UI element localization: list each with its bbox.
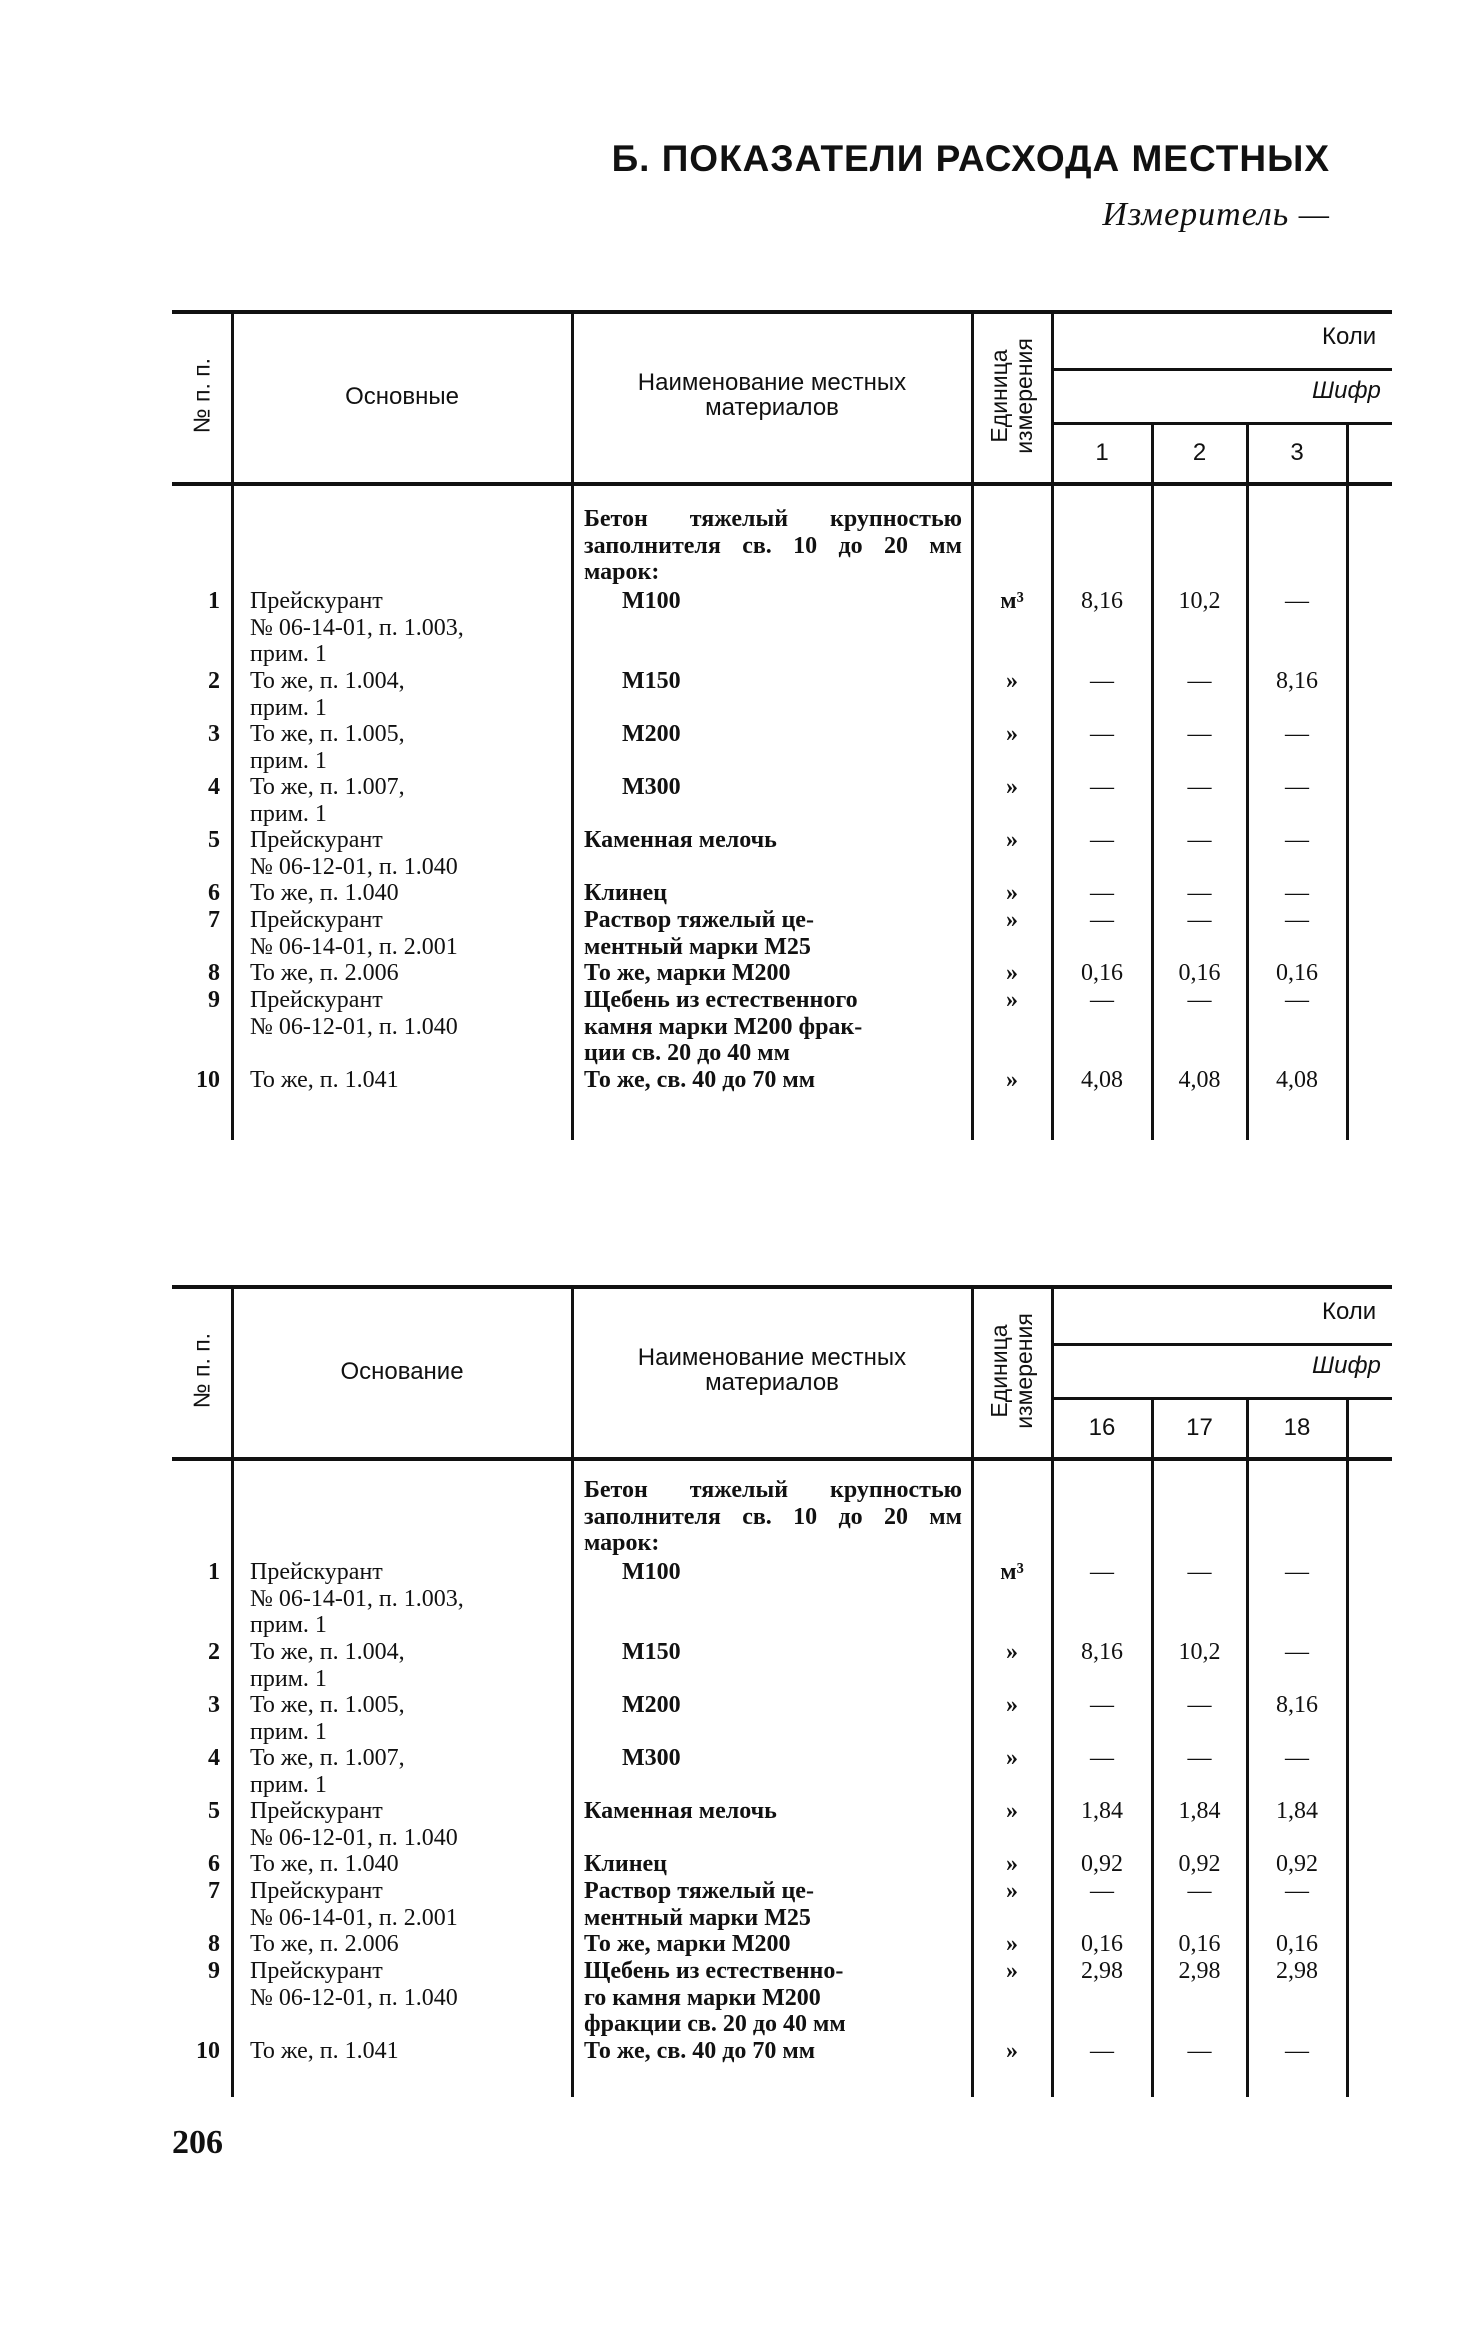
- row-unit: »: [1006, 987, 1018, 1013]
- row-value: 2,98: [1081, 1958, 1123, 1984]
- row-material: Раствор тяжелый це-: [584, 1878, 814, 1904]
- row-material: То же, св. 40 до 70 мм: [584, 1067, 816, 1093]
- row-number: 6: [208, 880, 220, 906]
- row-unit: »: [1006, 1958, 1018, 1984]
- row-basis: То же, п. 1.007,: [250, 1745, 405, 1771]
- header-code-2: 17: [1186, 1414, 1213, 1441]
- row-unit: »: [1006, 1745, 1018, 1771]
- row-value: 1,84: [1081, 1798, 1123, 1824]
- header-number: № п. п.: [188, 1332, 215, 1409]
- row-unit: м³: [1000, 588, 1024, 614]
- row-basis: То же, п. 1.004,: [250, 668, 405, 694]
- row-basis: прим. 1: [250, 1612, 327, 1638]
- row-value: 1,84: [1178, 1798, 1221, 1824]
- materials-table-2: [172, 1285, 1392, 2097]
- row-basis: № 06-14-01, п. 1.003,: [250, 614, 464, 641]
- column-rule: [571, 1285, 574, 2097]
- row-basis: Прейскурант: [250, 987, 383, 1013]
- row-value: 8,16: [1081, 588, 1123, 614]
- row-value: —: [1090, 827, 1114, 853]
- header-code-3: 3: [1290, 439, 1304, 466]
- row-value: —: [1090, 987, 1114, 1013]
- header-basis: Основные: [345, 383, 459, 410]
- row-value: 4,08: [1081, 1067, 1123, 1093]
- row-material: Каменная мелочь: [584, 827, 777, 853]
- row-basis: Прейскурант: [250, 1559, 383, 1585]
- row-basis: То же, п. 1.041: [250, 1067, 399, 1093]
- header-quantity: Коли: [1322, 323, 1377, 350]
- header-basis: Основание: [340, 1358, 464, 1385]
- qty-header-rule: [1052, 368, 1392, 371]
- row-material: Щебень из естественного: [584, 987, 858, 1013]
- row-basis: № 06-14-01, п. 2.001: [250, 933, 458, 960]
- row-value: 0,16: [1081, 1931, 1123, 1957]
- row-value: —: [1187, 774, 1212, 800]
- header-code-1: 16: [1088, 1414, 1116, 1441]
- row-material: ментный марки М25: [584, 1904, 811, 1931]
- row-value: —: [1090, 1559, 1114, 1585]
- header-quantity: Коли: [1322, 1298, 1377, 1325]
- row-value: 0,16: [1276, 1931, 1318, 1957]
- row-material: М100: [622, 588, 681, 614]
- row-basis: № 06-12-01, п. 1.040: [250, 1824, 458, 1851]
- row-material: М300: [622, 1745, 681, 1771]
- row-value: —: [1187, 907, 1212, 933]
- row-unit: »: [1006, 721, 1018, 747]
- row-number: 10: [196, 1067, 220, 1093]
- row-basis: То же, п. 1.007,: [250, 774, 405, 800]
- header-code-2: 2: [1192, 439, 1207, 466]
- row-basis: То же, п. 1.040: [250, 880, 399, 906]
- row-value: —: [1090, 668, 1114, 694]
- row-value: 1,84: [1276, 1798, 1318, 1824]
- row-basis: Прейскурант: [250, 588, 383, 614]
- row-value: —: [1187, 721, 1212, 747]
- row-value: —: [1285, 987, 1309, 1013]
- row-basis: То же, п. 1.041: [250, 2038, 399, 2064]
- page-heading: Б. ПОКАЗАТЕЛИ РАСХОДА МЕСТНЫХ: [611, 138, 1330, 179]
- row-basis: То же, п. 2.006: [250, 960, 399, 986]
- row-unit: »: [1006, 1931, 1018, 1957]
- row-value: —: [1187, 987, 1212, 1013]
- row-value: —: [1187, 668, 1212, 694]
- row-unit: »: [1006, 827, 1018, 853]
- row-material: Щебень из естественно-: [584, 1958, 844, 1984]
- row-value: —: [1090, 1745, 1114, 1771]
- row-basis: № 06-12-01, п. 1.040: [250, 1984, 458, 2011]
- row-material: М200: [622, 721, 681, 747]
- row-unit: »: [1006, 1878, 1018, 1904]
- row-value: 2,98: [1276, 1958, 1318, 1984]
- row-basis: № 06-12-01, п. 1.040: [250, 1013, 458, 1040]
- row-number: 5: [208, 827, 220, 853]
- row-value: 10,2: [1178, 1639, 1221, 1665]
- code-header-rule: [1052, 1397, 1392, 1400]
- row-value: —: [1187, 827, 1212, 853]
- row-unit: м³: [1000, 1559, 1024, 1585]
- row-unit: »: [1006, 1639, 1018, 1665]
- header-unit: Единица измерения: [986, 338, 1037, 454]
- row-number: 8: [208, 960, 220, 986]
- row-basis: То же, п. 1.004,: [250, 1639, 405, 1665]
- row-value: —: [1285, 588, 1309, 614]
- row-basis: прим. 1: [250, 1665, 327, 1692]
- row-material: То же, св. 40 до 70 мм: [584, 2038, 816, 2064]
- header-code: Шифр: [1312, 377, 1381, 404]
- row-value: —: [1187, 1692, 1212, 1718]
- row-basis: № 06-14-01, п. 2.001: [250, 1904, 458, 1931]
- row-value: —: [1187, 2038, 1212, 2064]
- page-number: 206: [172, 2124, 223, 2161]
- row-material: го камня марки М200: [584, 1984, 821, 2011]
- row-number: 7: [208, 907, 220, 933]
- table-top-rule: [172, 310, 1392, 314]
- row-value: —: [1090, 880, 1114, 906]
- row-value: 0,16: [1178, 1931, 1221, 1957]
- header-material: Наименование местных материалов: [637, 369, 907, 421]
- row-material: М100: [622, 1559, 681, 1585]
- row-unit: »: [1006, 1067, 1018, 1093]
- row-value: —: [1090, 2038, 1114, 2064]
- row-number: 9: [208, 1958, 220, 1984]
- row-material: М300: [622, 774, 681, 800]
- row-number: 2: [208, 1639, 220, 1665]
- row-material: Клинец: [584, 880, 668, 906]
- table-top-rule: [172, 1285, 1392, 1289]
- row-basis: Прейскурант: [250, 1798, 383, 1824]
- row-value: —: [1285, 1878, 1309, 1904]
- row-number: 6: [208, 1851, 220, 1877]
- header-code-3: 18: [1283, 1414, 1311, 1441]
- row-value: —: [1090, 1878, 1114, 1904]
- row-basis: прим. 1: [250, 1771, 327, 1798]
- row-number: 10: [196, 2038, 220, 2064]
- row-number: 1: [208, 1559, 220, 1585]
- row-value: —: [1090, 1692, 1114, 1718]
- row-number: 4: [208, 1745, 220, 1771]
- row-material: ции св. 20 до 40 мм: [584, 1040, 790, 1066]
- material-group-intro: Бетон тяжелый крупностью заполнителя св. 10 до 20 мм марок:: [584, 506, 962, 585]
- row-basis: № 06-12-01, п. 1.040: [250, 853, 458, 880]
- row-value: 0,92: [1276, 1851, 1318, 1877]
- row-basis: прим. 1: [250, 641, 327, 667]
- row-number: 7: [208, 1878, 220, 1904]
- column-rule: [571, 310, 574, 1140]
- column-rule: [231, 310, 234, 1140]
- row-material: То же, марки М200: [584, 960, 791, 986]
- row-value: —: [1285, 774, 1309, 800]
- row-basis: прим. 1: [250, 1718, 327, 1745]
- header-bottom-rule: [172, 1457, 1392, 1461]
- material-group-intro: Бетон тяжелый крупностью заполнителя св. 10 до 20 мм марок:: [584, 1477, 962, 1556]
- row-basis: То же, п. 1.005,: [250, 1692, 405, 1718]
- header-bottom-rule: [172, 482, 1392, 486]
- row-basis: То же, п. 2.006: [250, 1931, 399, 1957]
- row-value: —: [1285, 1559, 1309, 1585]
- row-unit: »: [1006, 960, 1018, 986]
- row-value: 0,16: [1276, 960, 1318, 986]
- row-number: 9: [208, 987, 220, 1013]
- row-value: 10,2: [1178, 588, 1221, 614]
- header-material: Наименование местных материалов: [637, 1344, 907, 1396]
- row-value: 0,16: [1081, 960, 1123, 986]
- row-basis: Прейскурант: [250, 1878, 383, 1904]
- row-material: Раствор тяжелый це-: [584, 907, 814, 933]
- row-value: 4,08: [1276, 1067, 1318, 1093]
- row-value: —: [1285, 2038, 1309, 2064]
- row-unit: »: [1006, 880, 1018, 906]
- row-number: 1: [208, 588, 220, 614]
- row-value: 2,98: [1178, 1958, 1221, 1984]
- row-material: М150: [622, 1639, 681, 1665]
- row-basis: прим. 1: [250, 800, 327, 827]
- row-unit: »: [1006, 1851, 1018, 1877]
- qty-header-rule: [1052, 1343, 1392, 1346]
- column-rule: [231, 1285, 234, 2097]
- row-number: 4: [208, 774, 220, 800]
- row-basis: Прейскурант: [250, 1958, 383, 1984]
- header-unit: Единица измерения: [986, 1313, 1037, 1429]
- header-code-1: 1: [1095, 439, 1109, 466]
- row-material: ментный марки М25: [584, 933, 811, 960]
- row-value: 0,92: [1178, 1851, 1221, 1877]
- row-value: —: [1285, 880, 1309, 906]
- row-value: —: [1285, 1639, 1309, 1665]
- row-unit: »: [1006, 774, 1018, 800]
- row-basis: То же, п. 1.040: [250, 1851, 399, 1877]
- row-unit: »: [1006, 907, 1018, 933]
- row-material: Клинец: [584, 1851, 668, 1877]
- row-basis: № 06-14-01, п. 1.003,: [250, 1585, 464, 1612]
- row-value: 8,16: [1276, 668, 1318, 694]
- row-value: —: [1090, 774, 1114, 800]
- row-value: —: [1090, 907, 1114, 933]
- page-subheading: Измеритель —: [1102, 196, 1330, 233]
- row-number: 3: [208, 1692, 220, 1718]
- row-basis: прим. 1: [250, 747, 327, 774]
- row-material: М150: [622, 668, 681, 694]
- row-value: 0,92: [1081, 1851, 1123, 1877]
- row-value: 8,16: [1081, 1639, 1123, 1665]
- row-number: 8: [208, 1931, 220, 1957]
- row-unit: »: [1006, 1692, 1018, 1718]
- row-number: 5: [208, 1798, 220, 1824]
- row-basis: прим. 1: [250, 694, 327, 721]
- row-value: —: [1285, 907, 1309, 933]
- row-basis: То же, п. 1.005,: [250, 721, 405, 747]
- row-value: —: [1187, 1878, 1212, 1904]
- header-number: № п. п.: [188, 357, 215, 434]
- row-value: —: [1090, 721, 1114, 747]
- row-unit: »: [1006, 1798, 1018, 1824]
- row-material: То же, марки М200: [584, 1931, 791, 1957]
- row-value: 8,16: [1276, 1692, 1318, 1718]
- header-code: Шифр: [1312, 1352, 1381, 1379]
- row-material: Каменная мелочь: [584, 1798, 777, 1824]
- row-value: —: [1187, 1559, 1212, 1585]
- row-material: М200: [622, 1692, 681, 1718]
- row-value: —: [1285, 827, 1309, 853]
- row-value: —: [1187, 880, 1212, 906]
- row-value: 4,08: [1178, 1067, 1221, 1093]
- materials-table-1: [172, 310, 1392, 1140]
- row-material: фракции св. 20 до 40 мм: [584, 2011, 846, 2037]
- row-number: 3: [208, 721, 220, 747]
- row-material: камня марки М200 фрак-: [584, 1013, 863, 1040]
- row-basis: Прейскурант: [250, 907, 383, 933]
- row-value: —: [1285, 721, 1309, 747]
- row-number: 2: [208, 668, 220, 694]
- row-value: 0,16: [1178, 960, 1221, 986]
- row-value: —: [1285, 1745, 1309, 1771]
- row-unit: »: [1006, 2038, 1018, 2064]
- code-header-rule: [1052, 422, 1392, 425]
- row-basis: Прейскурант: [250, 827, 383, 853]
- row-unit: »: [1006, 668, 1018, 694]
- row-value: —: [1187, 1745, 1212, 1771]
